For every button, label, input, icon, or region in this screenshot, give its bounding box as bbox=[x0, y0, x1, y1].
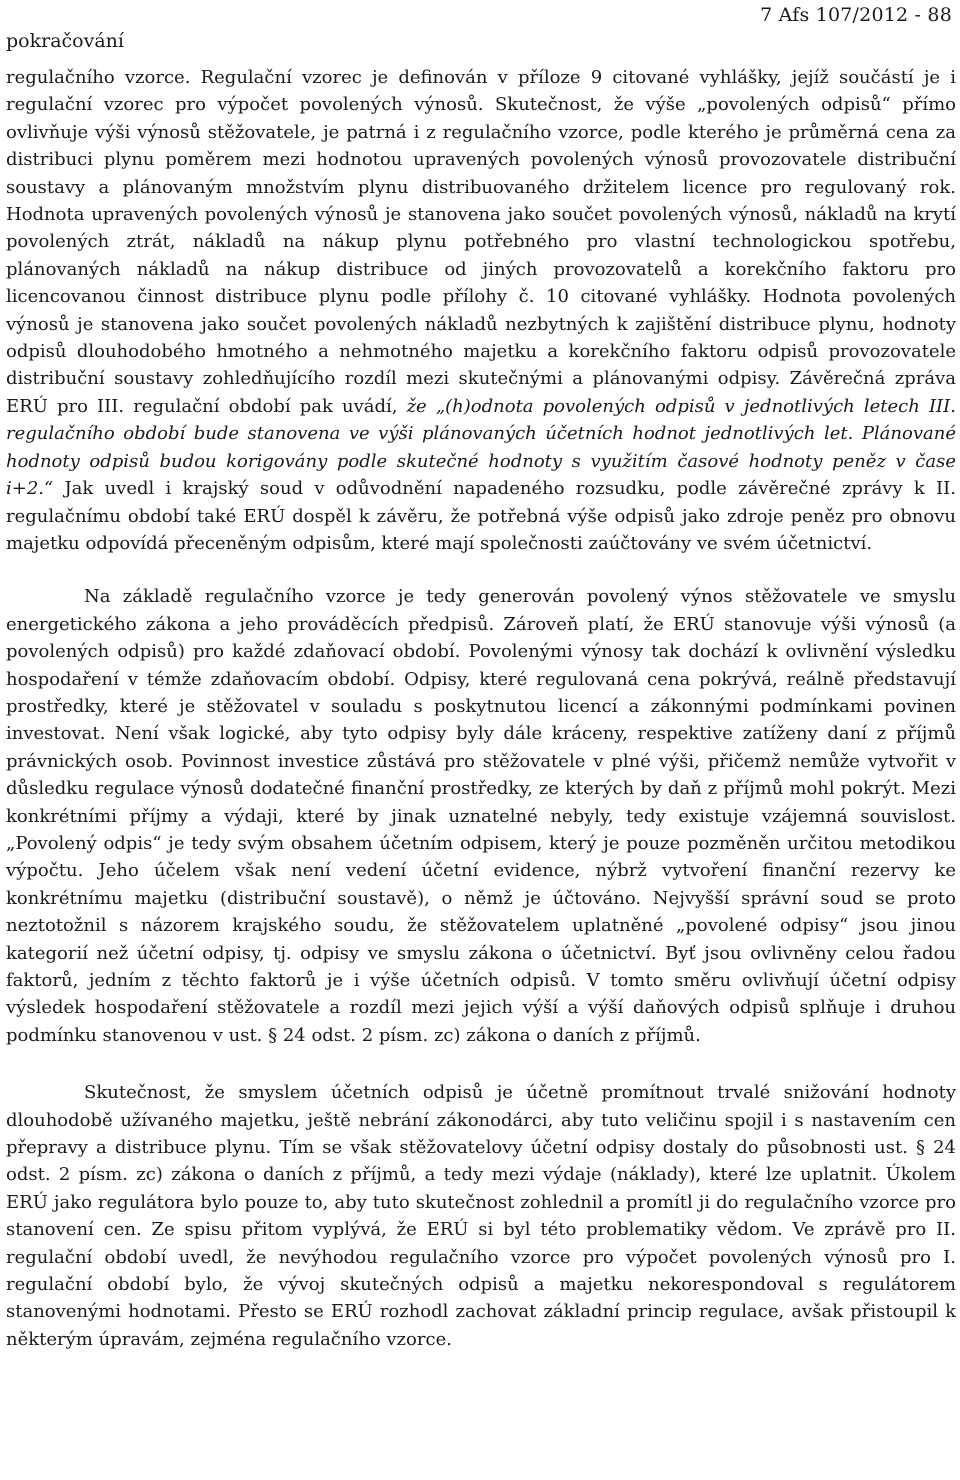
paragraph-1-quote: že „(h)odnota povolených odpisů v jednotlivých letech III. regulačního období bude stanovena ve výši plánovaných účetních hodnot jednotlivých let. Plánované hodnoty odpisů budou korigovány podle skutečné hodnoty s využitím časové hodnoty peněz v čase i+2.“ bbox=[6, 395, 956, 500]
paragraph-spacer bbox=[6, 557, 956, 583]
document-page bbox=[6, 0, 956, 1480]
paragraph-3-text: Skutečnost, že smyslem účetních odpisů je účetně promítnout trvalé snižování hodnoty dlouhodobě užívaného majetku, ještě nebrání zákonodárci, aby tuto veličinu spojil i s nastavením cen přepravy a distribuce plynu. Tím se však stěžovatelovy účetní odpisy dostaly do působnosti ust. § 24 odst. 2 písm. zc) zákona o daních z příjmů, a tedy mezi výdaje (náklady), které lze uplatnit. Úkolem ERÚ jako regulátora bylo pouze to, aby tuto skutečnost zohlednil a promítl ji do regulačního vzorce pro stanovení cen. Ze spisu přitom vyplývá, že ERÚ si byl této problematiky vědom. Ve zprávě pro II. regulační období uvedl, že nevýhodou regulačního vzorce pro výpočet povolených výnosů pro I. regulační období bylo, že vývoj skutečných odpisů a majetku nekorespondoval s regulátorem stanovenými hodnotami. Přesto se ERÚ rozhodl zachovat základní princip regulace, avšak přistoupil k některým úpravám, zejména regulačního vzorce. bbox=[6, 1082, 956, 1350]
paragraph-2-text: Na základě regulačního vzorce je tedy generován povolený výnos stěžovatele ve smyslu energetického zákona a jeho prováděcích předpisů. Zároveň platí, že ERÚ stanovuje výši výnosů (a povolených odpisů) pro každé zdaňovací období. Povolenými výnosy tak dochází k ovlivnění výsledku hospodaření v témže zdaňovacím období. Odpisy, které regulovaná cena pokrývá, reálně představují prostředky, které je stěžovatel v souladu s poskytnutou licencí a zákonnými podmínkami povinen investovat. Není však logické, aby tyto odpisy byly dále kráceny, respektive zatíženy daní z příjmů právnických osob. Povinnost investice zůstává pro stěžovatele v plné výši, přičemž nemůže vytvořit v důsledku regulace výnosů dodatečné finanční prostředky, ze kterých by daň z příjmů mohl pokrýt. Mezi konkrétními příjmy a výdaji, které by jinak uznatelné nebyly, tedy existuje vzájemná souvislost. „Povolený odpis“ je tedy svým obsahem účetním odpisem, který je pouze pozměněn určitou metodikou výpočtu. Jeho účelem však není vedení účetní evidence, nýbrž vytvoření finanční rezervy ke konkrétnímu majetku (distribuční soustavě), o němž je účtováno. Nejvyšší správní soud se proto neztotožnil s názorem krajského soudu, že stěžovatelem uplatněné „povolené odpisy“ jsou jinou kategorií než účetní odpisy, tj. odpisy ve smyslu zákona o účetnictví. Byť jsou ovlivněny celou řadou faktorů, jedním z těchto faktorů je i výše účetních odpisů. V tomto směru ovlivňují účetní odpisy výsledek hospodaření stěžovatele a rozdíl mezi jejich výší a výší daňových odpisů splňuje i druhou podmínku stanovenou v ust. § 24 odst. 2 písm. zc) zákona o daních z příjmů. bbox=[6, 586, 956, 1046]
case-number: 7 Afs 107/2012 - 88 bbox=[760, 4, 952, 26]
paragraph-2 bbox=[6, 583, 956, 1049]
document-body bbox=[6, 64, 956, 1353]
continuation-label: pokračování bbox=[6, 30, 124, 52]
paragraph-1-text: regulačního vzorce. Regulační vzorec je definován v příloze 9 citované vyhlášky, jejíž součástí je i regulační vzorec pro výpočet povolených výnosů. Skutečnost, že výše „povolených odpisů“ přímo ovlivňuje výši výnosů stěžovatele, je patrná i z regulačního vzorce, podle kterého je průměrná cena za distribuci plynu poměrem mezi hodnotou upravených povolených výnosů provozovatele distribuční soustavy a plánovaným množstvím plynu distribuovaného držitelem licence pro regulovaný rok. Hodnota upravených povolených výnosů je stanovena jako součet povolených výnosů, nákladů na krytí povolených ztrát, nákladů na nákup plynu potřebného pro vlastní technologickou spotřebu, plánovaných nákladů na nákup distribuce od jiných provozovatelů a korekčního faktoru pro licencovanou činnost distribuce plynu podle přílohy č. 10 citované vyhlášky. Hodnota povolených výnosů je stanovena jako součet povolených nákladů nezbytných k zajištění distribuce plynu, hodnoty odpisů dlouhodobého hmotného a nehmotného majetku a korekčního faktoru odpisů provozovatele distribuční soustavy zohledňujícího rozdíl mezi skutečnými a plánovanými odpisy. Závěrečná zpráva ERÚ pro III. regulační období pak uvádí, bbox=[6, 67, 956, 417]
paragraph-1 bbox=[6, 64, 956, 557]
paragraph-3 bbox=[6, 1079, 956, 1353]
paragraph-spacer bbox=[6, 1049, 956, 1079]
paragraph-1-text-end: Jak uvedl i krajský soud v odůvodnění napadeného rozsudku, podle závěrečné zprávy k II. regulačnímu období také ERÚ dospěl k závěru, že potřebná výše odpisů jako zdroje peněz pro obnovu majetku odpovídá přeceněným odpisům, které mají společnosti zaúčtovány ve svém účetnictví. bbox=[6, 478, 956, 554]
